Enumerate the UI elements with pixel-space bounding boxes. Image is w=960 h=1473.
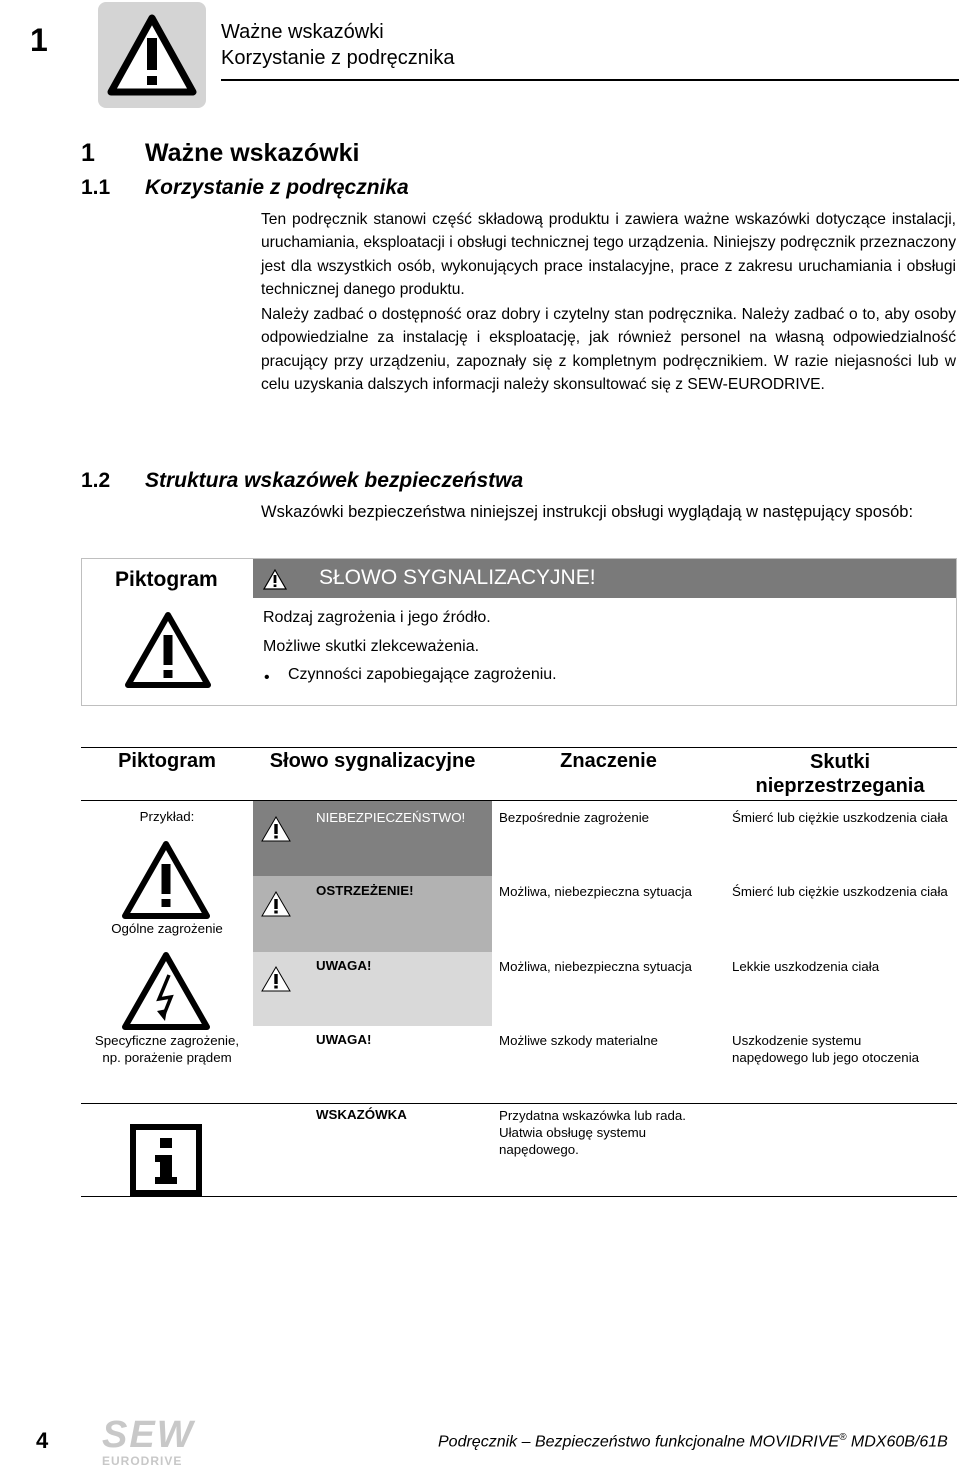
consequence-material: Uszkodzenie systemu napędowego lub jego otoczenia — [732, 1033, 920, 1065]
specific-hazard-label-1: Specyficzne zagrożenie, — [94, 1033, 240, 1048]
meaning-caution: Możliwa, niebezpieczna sytuacja — [499, 959, 692, 974]
signal-caution: UWAGA! — [316, 958, 372, 973]
footer-title-model: MDX60B/61B — [846, 1433, 948, 1451]
registered-mark: ® — [839, 1432, 847, 1443]
meaning-danger: Bezpośrednie zagrożenie — [499, 810, 650, 825]
logo-eurodrive-text: EURODRIVE — [102, 1454, 183, 1468]
electric-hazard-icon — [121, 951, 211, 1031]
signal-danger: NIEBEZPIECZEŃSTWO! — [316, 810, 466, 825]
section-heading-1 — [81, 139, 359, 168]
table-header-meaning: Znaczenie — [560, 750, 657, 772]
footer-title — [438, 1432, 948, 1451]
section-heading-1-1 — [81, 176, 409, 200]
section-title: Korzystanie z podręcznika — [145, 176, 409, 199]
consequence-danger: Śmierć lub ciężkie uszkodzenia ciała — [732, 810, 948, 825]
header-subtitle: Korzystanie z podręcznika — [221, 47, 455, 69]
warning-triangle-icon — [124, 611, 212, 689]
consequence-warning: Śmierć lub ciężkie uszkodzenia ciała — [732, 884, 948, 899]
warning-triangle-icon — [107, 14, 197, 96]
pictogram-label: Piktogram — [115, 568, 218, 591]
section-title: Ważne wskazówki — [145, 139, 360, 167]
caution-icon — [261, 966, 291, 992]
hazard-type-line: Rodzaj zagrożenia i jego źródło. — [263, 609, 491, 626]
paragraph-usage-1: Ten podręcznik stanowi część składową produktu i zawiera ważne wskazówki dotyczące instalacji, uruchamiania, eksploatacji i obsługi technicznej tego urządzenia. Niniejszy podręcznik przeznaczony jest dla wszystkich osób, wykonujących prace instalacyjne, prace z zakresu uruchamiania i obsługi technicznej danego produktu. — [261, 211, 956, 298]
header-rule — [221, 79, 959, 81]
meaning-material: Możliwe szkody materialne — [499, 1033, 658, 1048]
table-header-signal: Słowo sygnalizacyjne — [269, 750, 476, 772]
section-number: 1.2 — [81, 469, 111, 492]
info-icon — [130, 1124, 202, 1196]
specific-hazard-label-2: np. porażenie prądem — [102, 1050, 232, 1065]
logo-sew-text: SEW — [102, 1414, 195, 1456]
table-bottom-rule — [81, 1196, 957, 1197]
general-hazard-label: Ogólne zagrożenie — [111, 921, 223, 936]
table-header-pictogram: Piktogram — [118, 750, 216, 772]
signal-word: SŁOWO SYGNALIZACYJNE! — [319, 566, 596, 589]
danger-icon — [261, 816, 291, 842]
section-number: 1 — [81, 139, 95, 167]
page-number: 4 — [36, 1428, 49, 1453]
section-number: 1.1 — [81, 176, 111, 199]
small-warning-icon — [263, 569, 287, 590]
meaning-note: Przydatna wskazówka lub rada. Ułatwia obsługę systemu napędowego. — [499, 1108, 686, 1157]
section-title: Struktura wskazówek bezpieczeństwa — [145, 469, 524, 492]
header-title: Ważne wskazówki — [221, 21, 384, 43]
table-header-consequence: Skutki nieprzestrzegania — [755, 751, 925, 797]
example-label: Przykład: — [139, 809, 195, 824]
warning-icon — [261, 891, 291, 917]
table-top-rule — [81, 747, 957, 748]
prevention-bullet: Czynności zapobiegające zagrożeniu. — [288, 666, 557, 683]
paragraph-usage-2: Należy zadbać o dostępność oraz dobry i czytelny stan podręcznika. Należy zadbać o to, aby osoby odpowiedzialne za instalację i eksploatację, jak również personel na własną odpowiedzialność pracujący przy urządzeniu, zapoznały się z kompletnym podręcznikiem. W razie niejasności lub w celu uzyskania dalszych informacji należy skonsultować się z SEW-EURODRIVE. — [261, 306, 956, 393]
consequence-line: Możliwe skutki zlekceważenia. — [263, 638, 480, 655]
consequence-caution: Lekkie uszkodzenia ciała — [732, 959, 880, 974]
signal-warning: OSTRZEŻENIE! — [316, 883, 414, 898]
chapter-number: 1 — [30, 22, 48, 58]
section-intro: Wskazówki bezpieczeństwa niniejszej instrukcji obsługi wyglądają w następujący sposób: — [261, 503, 914, 521]
bullet-marker: • — [264, 669, 270, 686]
chapter-warning-badge — [98, 2, 206, 108]
table-header-rule — [81, 800, 957, 801]
signal-note: WSKAZÓWKA — [316, 1107, 407, 1122]
signal-caution-material: UWAGA! — [316, 1032, 372, 1047]
table-separator-rule — [81, 1103, 957, 1104]
footer-title-main: Podręcznik – Bezpieczeństwo funkcjonalne MOVIDRIVE — [438, 1433, 840, 1451]
general-hazard-icon — [121, 840, 211, 920]
meaning-warning: Możliwa, niebezpieczna sytuacja — [499, 884, 692, 899]
section-heading-1-2 — [81, 469, 523, 493]
sew-eurodrive-logo — [102, 1416, 210, 1470]
